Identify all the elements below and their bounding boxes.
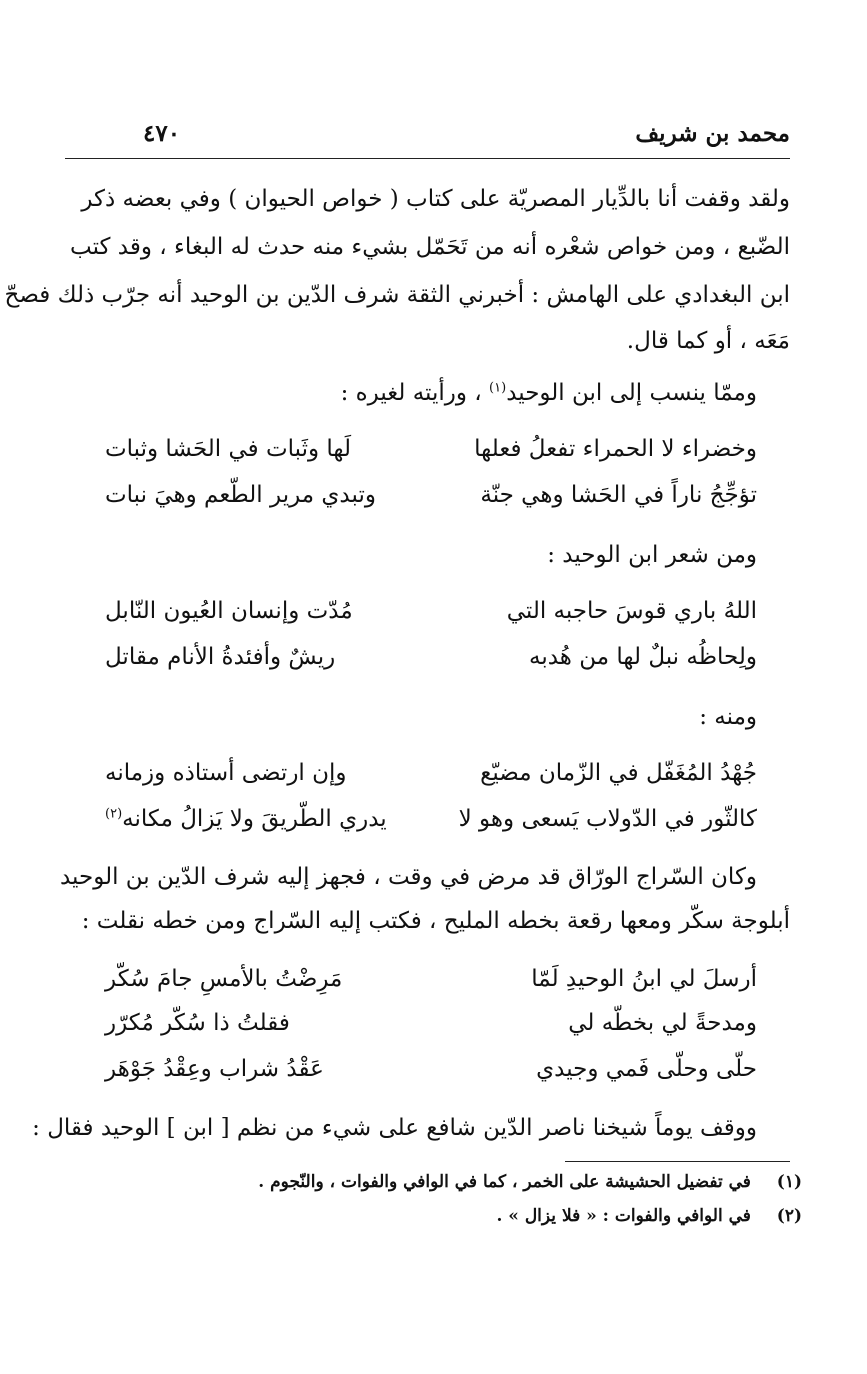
intro-text: ، ورأيته لغيره :	[340, 380, 490, 406]
footnote-number: (١)	[776, 1172, 802, 1192]
verse-hemistich-right: جُهْدُ المُغَفّل في الزّمان مضيّع	[480, 760, 757, 786]
verse-hemistich-right: تؤجِّجُ ناراً في الحَشا وهي جنّة	[480, 482, 757, 508]
paragraph-line: ووقف يوماً شيخنا ناصر الدّين شافع على شيء من نظم [ ابن ] الوحيد فقال :	[32, 1115, 757, 1141]
footnote	[258, 1172, 802, 1192]
verse-hemistich-left: وإن ارتضى أستاذه وزمانه	[105, 760, 347, 786]
verse-hemistich-left: عَقْدُ شراب وعِقْدُ جَوْهَر	[105, 1056, 324, 1082]
verse-hemistich-left: لَها وثَبات في الحَشا وثبات	[105, 436, 352, 462]
running-header-author: محمد بن شريف	[635, 120, 790, 147]
footnote-divider	[565, 1161, 790, 1162]
paragraph-line: وكان السّراج الورّاق قد مرض في وقت ، فجهز إليه شرف الدّين بن الوحيد	[59, 864, 757, 890]
verse-hemistich-left: مُدّت وإنسان العُيون النّابل	[105, 598, 353, 624]
verse-hemistich-left: وتبدي مرير الطّعم وهيَ نبات	[105, 482, 376, 508]
paragraph-line: أبلوجة سكّر ومعها رقعة بخطه المليح ، فكتب إليه السّراج ومن خطه نقلت :	[81, 908, 790, 934]
footnote-text: في الوافي والفوات : « فلا يزال » .	[496, 1206, 751, 1226]
paragraph-line: ابن البغدادي على الهامش : أخبرني الثقة شرف الدّين بن الوحيد أنه جرّب ذلك فصحّ	[4, 282, 790, 308]
footnote-number: (٢)	[776, 1206, 802, 1226]
verse-introduction	[341, 380, 757, 406]
verse-hemistich-left	[105, 806, 387, 832]
verse-hemistich-right: كالثّور في الدّولاب يَسعى وهو لا	[458, 806, 757, 832]
verse-hemistich-right: وخضراء لا الحمراء تفعلُ فعلها	[474, 436, 757, 462]
verse-hemistich-left: ريشٌ وأفئدةُ الأنام مقاتل	[105, 644, 336, 670]
intro-text: وممّا ينسب إلى ابن الوحيد	[506, 380, 757, 406]
verse-hemistich-right: اللهُ باري قوسَ حاجبه التي	[506, 598, 757, 624]
header-divider	[65, 158, 790, 159]
verse-hemistich-left: مَرِضْتُ بالأمسِ جامَ سُكّر	[105, 966, 343, 992]
footnote-marker: (١)	[489, 380, 507, 396]
paragraph-line: الضّبع ، ومن خواص شعْره أنه من تَحَمّل بشيء منه حدث له البغاء ، وقد كتب	[70, 234, 790, 260]
running-header	[65, 120, 790, 156]
paragraph-line: ولقد وقفت أنا بالدِّيار المصريّة على كتاب ( خواص الحيوان ) وفي بعضه ذكر	[81, 186, 790, 212]
footnote	[496, 1206, 802, 1226]
verse-introduction: ومن شعر ابن الوحيد :	[547, 542, 757, 568]
verse-hemistich-left: فقلتُ ذا سُكّر مُكرّر	[105, 1010, 290, 1036]
verse-hemistich-right: حلّى وحلّى فَمي وجيدي	[536, 1056, 757, 1082]
page-number: ٤٧٠	[143, 120, 181, 147]
paragraph-line: مَعَه ، أو كما قال.	[626, 328, 790, 354]
footnote-text: في تفضيل الحشيشة على الخمر ، كما في الوافي والفوات ، والنّجوم .	[258, 1172, 751, 1192]
verse-text: يدري الطّريقَ ولا يَزالُ مكانه	[122, 806, 387, 832]
verse-hemistich-right: ولِحاظُه نبلٌ لها من هُدبه	[529, 644, 757, 670]
verse-hemistich-right: أرسلَ لي ابنُ الوحيدِ لَمّا	[531, 966, 757, 992]
verse-introduction: ومنه :	[699, 704, 757, 730]
verse-hemistich-right: ومدحةً لي بخطّه لي	[568, 1010, 757, 1036]
footnote-marker: (٢)	[105, 806, 123, 822]
